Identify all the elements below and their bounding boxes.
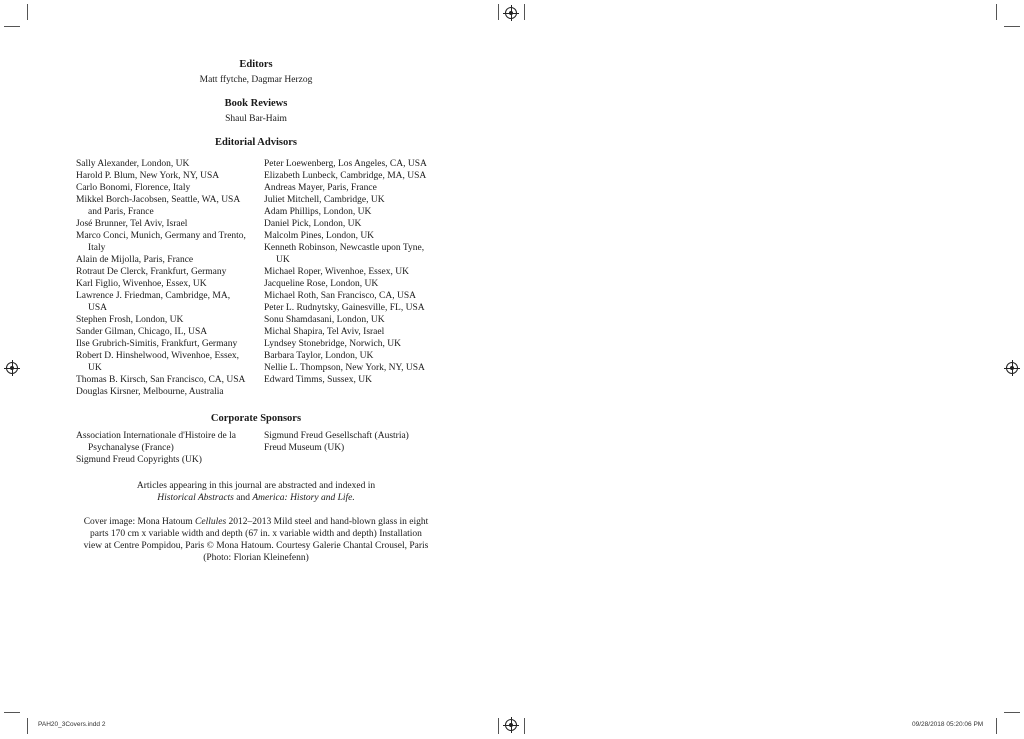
sponsor-entry: Freud Museum (UK) (264, 443, 345, 453)
cover-credit-rest: 2012–2013 Mild steel and hand-blown glass in eight parts 170 cm x variable width and depth (67 in. x variable width and depth) Installation view at Centre Pompidou, Paris © Mona Hatoum. Courtesy Galerie Chantal Crousel, Paris (Photo: Florian Kleinefenn) (83, 517, 429, 563)
book-reviews-heading: Book Reviews (224, 98, 288, 109)
advisor-entry: Carlo Bonomi, Florence, Italy (76, 183, 191, 193)
advisor-entry: Lawrence J. Friedman, Cambridge, MA, USA (76, 291, 231, 313)
advisor-entry: Stephen Frosh, London, UK (76, 315, 184, 325)
crop-mark-bottom-left (27, 718, 28, 734)
abstracting-journal-2: America: History and Life. (252, 493, 355, 503)
advisor-entry: Mikkel Borch-Jacobsen, Seattle, WA, USA and Paris, France (76, 195, 240, 217)
abstracting-text: Articles appearing in this journal are abstracted and indexed in (136, 481, 376, 491)
advisors-column-right (264, 158, 436, 398)
advisor-entry: Lyndsey Stonebridge, Norwich, UK (264, 339, 401, 349)
abstracting-and: and (233, 493, 253, 503)
advisor-entry: Sally Alexander, London, UK (76, 159, 190, 169)
advisor-entry: Barbara Taylor, London, UK (264, 351, 374, 361)
advisor-entry: Michael Roper, Wivenhoe, Essex, UK (264, 267, 409, 277)
crop-mark-top-center-left (498, 4, 499, 20)
advisor-entry: Andreas Mayer, Paris, France (264, 183, 377, 193)
advisor-entry: Jacqueline Rose, London, UK (264, 279, 379, 289)
crop-mark-left-top (4, 26, 20, 27)
cover-credit-title: Cellules (195, 517, 227, 527)
advisor-entry: Alain de Mijolla, Paris, France (76, 255, 194, 265)
crop-mark-bottom-right (996, 718, 997, 734)
advisor-entry: Ilse Grubrich-Simitis, Frankfurt, Germany (76, 339, 238, 349)
crop-mark-right-bottom (1004, 712, 1020, 713)
advisor-entry: Edward Timms, Sussex, UK (264, 375, 372, 385)
advisors-column-left (76, 158, 250, 398)
advisor-entry: Juliet Mitchell, Cambridge, UK (264, 195, 385, 205)
sponsors-column-left (76, 430, 250, 466)
advisor-entry: Peter Loewenberg, Los Angeles, CA, USA (264, 159, 427, 169)
editorial-advisors-list (76, 158, 436, 398)
sponsors-column-right (264, 430, 436, 466)
corporate-sponsors-heading: Corporate Sponsors (210, 413, 302, 424)
crop-mark-top-left (27, 4, 28, 20)
editorial-advisors-heading: Editorial Advisors (215, 137, 297, 148)
registration-mark-icon (6, 362, 18, 374)
editors-names: Matt ffytche, Dagmar Herzog (199, 75, 313, 85)
advisor-entry: Sander Gilman, Chicago, IL, USA (76, 327, 208, 337)
crop-mark-bottom-center-left (498, 718, 499, 734)
sponsor-entry: Sigmund Freud Gesellschaft (Austria) (264, 431, 409, 441)
editors-heading: Editors (239, 59, 273, 70)
advisor-entry: Marco Conci, Munich, Germany and Trento, Italy (76, 231, 246, 253)
advisor-entry: Karl Figlio, Wivenhoe, Essex, UK (76, 279, 207, 289)
slug-filename: PAH20_3Covers.indd 2 (38, 721, 106, 728)
crop-mark-right-top (1004, 26, 1020, 27)
advisor-entry: Michal Shapira, Tel Aviv, Israel (264, 327, 385, 337)
book-reviews-names: Shaul Bar-Haim (225, 114, 287, 124)
slug-datetime: 09/28/2018 05:20:06 PM (912, 721, 984, 728)
abstracting-journal-1: Historical Abstracts (157, 493, 234, 503)
abstracting-note (76, 480, 436, 504)
advisor-entry: José Brunner, Tel Aviv, Israel (76, 219, 188, 229)
advisor-entry: Michael Roth, San Francisco, CA, USA (264, 291, 416, 301)
advisor-entry: Harold P. Blum, New York, NY, USA (76, 171, 220, 181)
advisor-entry: Malcolm Pines, London, UK (264, 231, 375, 241)
sponsor-entry: Sigmund Freud Copyrights (UK) (76, 455, 202, 465)
crop-mark-bottom-center-right (524, 718, 525, 734)
registration-mark-icon (1006, 362, 1018, 374)
advisor-entry: Kenneth Robinson, Newcastle upon Tyne, UK (264, 243, 425, 265)
advisor-entry: Elizabeth Lunbeck, Cambridge, MA, USA (264, 171, 427, 181)
advisor-entry: Thomas B. Kirsch, San Francisco, CA, USA (76, 375, 246, 385)
advisor-entry: Sonu Shamdasani, London, UK (264, 315, 385, 325)
corporate-sponsors-list (76, 430, 436, 466)
crop-mark-left-bottom (4, 712, 20, 713)
advisor-entry: Adam Phillips, London, UK (264, 207, 372, 217)
advisor-entry: Nellie L. Thompson, New York, NY, USA (264, 363, 425, 373)
cover-credit-prefix: Cover image: Mona Hatoum (83, 517, 196, 527)
advisor-entry: Rotraut De Clerck, Frankfurt, Germany (76, 267, 227, 277)
advisor-entry: Daniel Pick, London, UK (264, 219, 362, 229)
masthead-page (76, 58, 436, 564)
crop-mark-top-right (996, 4, 997, 20)
advisor-entry: Douglas Kirsner, Melbourne, Australia (76, 387, 224, 397)
advisor-entry: Peter L. Rudnytsky, Gainesville, FL, USA (264, 303, 425, 313)
crop-mark-top-center-right (524, 4, 525, 20)
advisor-entry: Robert D. Hinshelwood, Wivenhoe, Essex, UK (76, 351, 240, 373)
cover-image-credit (76, 516, 436, 564)
registration-mark-icon (505, 7, 517, 19)
registration-mark-icon (505, 719, 517, 731)
sponsor-entry: Association Internationale d'Histoire de la Psychanalyse (France) (76, 431, 236, 453)
